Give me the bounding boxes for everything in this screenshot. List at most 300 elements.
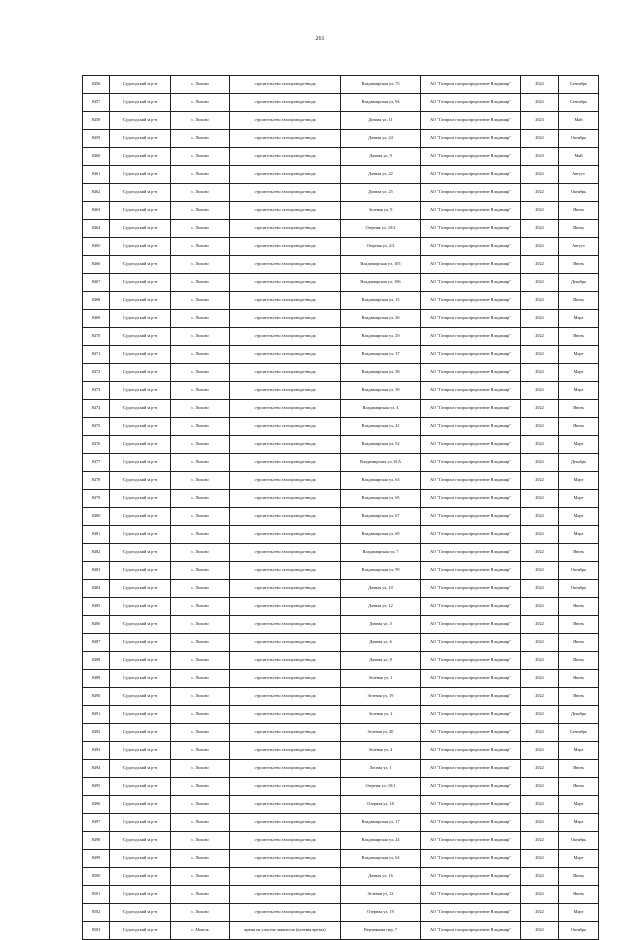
year-cell: 2022 <box>521 238 559 256</box>
locality-cell: с. Лихово <box>171 382 230 400</box>
month-cell: Октябрь <box>559 130 599 148</box>
district-cell: Судогодский м.р-н <box>110 580 171 598</box>
locality-cell: с. Лихово <box>171 418 230 436</box>
district-cell: Судогодский м.р-н <box>110 526 171 544</box>
district-cell: Судогодский м.р-н <box>110 886 171 904</box>
address-cell: Владимирская ул, 64 <box>341 850 421 868</box>
organization-cell: АО "Газпром газораспределение Владимир" <box>421 256 521 274</box>
row-number-cell: 8503 <box>83 922 110 940</box>
address-cell: Владимирская ул, 75 <box>341 76 421 94</box>
work-type-cell: строительство газопровода-ввода <box>230 814 341 832</box>
year-cell: 2023 <box>521 112 559 130</box>
table-row <box>83 238 599 256</box>
month-cell: Декабрь <box>559 706 599 724</box>
month-cell: Май <box>559 148 599 166</box>
table-row <box>83 580 599 598</box>
month-cell: Август <box>559 238 599 256</box>
row-number-cell: 8471 <box>83 346 110 364</box>
district-cell: Судогодский м.р-н <box>110 904 171 922</box>
locality-cell: с. Лихово <box>171 814 230 832</box>
address-cell: Владимирская ул, 94 <box>341 94 421 112</box>
organization-cell: АО "Газпром газораспределение Владимир" <box>421 184 521 202</box>
organization-cell: АО "Газпром газораспределение Владимир" <box>421 436 521 454</box>
table-row <box>83 724 599 742</box>
work-type-cell: строительство газопровода-ввода <box>230 832 341 850</box>
work-type-cell: строительство газопровода-ввода <box>230 400 341 418</box>
district-cell: Судогодский м.р-н <box>110 562 171 580</box>
district-cell: Судогодский м.р-н <box>110 346 171 364</box>
district-cell: Судогодский м.р-н <box>110 616 171 634</box>
year-cell: 2022 <box>521 346 559 364</box>
organization-cell: АО "Газпром газораспределение Владимир" <box>421 220 521 238</box>
year-cell: 2022 <box>521 886 559 904</box>
locality-cell: с. Лихово <box>171 328 230 346</box>
month-cell: Октябрь <box>559 832 599 850</box>
work-type-cell: время на участие заявителя (нулевая врезка) <box>230 922 341 940</box>
month-cell: Июнь <box>559 598 599 616</box>
locality-cell: с. Лихово <box>171 490 230 508</box>
district-cell: Судогодский м.р-н <box>110 508 171 526</box>
month-cell: Март <box>559 850 599 868</box>
table-row <box>83 184 599 202</box>
month-cell: Июнь <box>559 616 599 634</box>
table-row <box>83 94 599 112</box>
organization-cell: АО "Газпром газораспределение Владимир" <box>421 544 521 562</box>
work-type-cell: строительство газопровода-ввода <box>230 688 341 706</box>
month-cell: Июнь <box>559 328 599 346</box>
month-cell: Июнь <box>559 868 599 886</box>
year-cell: 2022 <box>521 292 559 310</box>
month-cell: Сентябрь <box>559 724 599 742</box>
locality-cell: с. Лихово <box>171 850 230 868</box>
month-cell: Март <box>559 526 599 544</box>
table-row <box>83 220 599 238</box>
work-type-cell: строительство газопровода-ввода <box>230 382 341 400</box>
row-number-cell: 8475 <box>83 418 110 436</box>
year-cell: 2022 <box>521 634 559 652</box>
row-number-cell: 8482 <box>83 544 110 562</box>
locality-cell: с. Лихово <box>171 292 230 310</box>
address-cell: Владимирская ул, 26 <box>341 310 421 328</box>
locality-cell: с. Лихово <box>171 904 230 922</box>
work-type-cell: строительство газопровода-ввода <box>230 724 341 742</box>
table-row <box>83 634 599 652</box>
organization-cell: АО "Газпром газораспределение Владимир" <box>421 814 521 832</box>
row-number-cell: 8469 <box>83 310 110 328</box>
address-cell: Владимирская ул, 65 <box>341 490 421 508</box>
row-number-cell: 8457 <box>83 94 110 112</box>
year-cell: 2022 <box>521 724 559 742</box>
table-row <box>83 526 599 544</box>
work-type-cell: строительство газопровода-ввода <box>230 148 341 166</box>
address-cell: Владимирская ул, 61А <box>341 454 421 472</box>
row-number-cell: 8478 <box>83 472 110 490</box>
work-type-cell: строительство газопровода-ввода <box>230 778 341 796</box>
row-number-cell: 8497 <box>83 814 110 832</box>
locality-cell: с. Лихово <box>171 238 230 256</box>
table-row <box>83 76 599 94</box>
table-row <box>83 256 599 274</box>
address-cell: Дачная ул, 9 <box>341 148 421 166</box>
work-type-cell: строительство газопровода-ввода <box>230 670 341 688</box>
district-cell: Судогодский м.р-н <box>110 652 171 670</box>
locality-cell: с. Лихово <box>171 526 230 544</box>
row-number-cell: 8464 <box>83 220 110 238</box>
month-cell: Август <box>559 166 599 184</box>
row-number-cell: 8492 <box>83 724 110 742</box>
row-number-cell: 8474 <box>83 400 110 418</box>
organization-cell: АО "Газпром газораспределение Владимир" <box>421 742 521 760</box>
organization-cell: АО "Газпром газораспределение Владимир" <box>421 922 521 940</box>
year-cell: 2022 <box>521 814 559 832</box>
year-cell: 2022 <box>521 184 559 202</box>
organization-cell: АО "Газпром газораспределение Владимир" <box>421 130 521 148</box>
work-type-cell: строительство газопровода-ввода <box>230 544 341 562</box>
work-type-cell: строительство газопровода-ввода <box>230 346 341 364</box>
organization-cell: АО "Газпром газораспределение Владимир" <box>421 634 521 652</box>
table-row <box>83 310 599 328</box>
table-row <box>83 382 599 400</box>
organization-cell: АО "Газпром газораспределение Владимир" <box>421 526 521 544</box>
district-cell: Судогодский м.р-н <box>110 778 171 796</box>
work-type-cell: строительство газопровода-ввода <box>230 130 341 148</box>
year-cell: 2022 <box>521 418 559 436</box>
month-cell: Июнь <box>559 292 599 310</box>
row-number-cell: 8500 <box>83 868 110 886</box>
locality-cell: с. Лихово <box>171 76 230 94</box>
locality-cell: с. Лихово <box>171 148 230 166</box>
address-cell: Дачная ул, 3 <box>341 616 421 634</box>
year-cell: 2022 <box>521 904 559 922</box>
district-cell: Судогодский м.р-н <box>110 166 171 184</box>
month-cell: Март <box>559 904 599 922</box>
row-number-cell: 8468 <box>83 292 110 310</box>
organization-cell: АО "Газпром газораспределение Владимир" <box>421 850 521 868</box>
month-cell: Июнь <box>559 256 599 274</box>
address-cell: Верхнякова пер, 7 <box>341 922 421 940</box>
work-type-cell: строительство газопровода-ввода <box>230 760 341 778</box>
address-cell: Владимирская ул, 63 <box>341 472 421 490</box>
locality-cell: с. Лихово <box>171 616 230 634</box>
row-number-cell: 8459 <box>83 130 110 148</box>
address-cell: Дачная ул, 6 <box>341 634 421 652</box>
work-type-cell: строительство газопровода-ввода <box>230 580 341 598</box>
district-cell: Судогодский м.р-н <box>110 256 171 274</box>
year-cell: 2022 <box>521 598 559 616</box>
district-cell: Судогодский м.р-н <box>110 292 171 310</box>
table-row <box>83 400 599 418</box>
organization-cell: АО "Газпром газораспределение Владимир" <box>421 472 521 490</box>
locality-cell: с. Лихово <box>171 544 230 562</box>
organization-cell: АО "Газпром газораспределение Владимир" <box>421 238 521 256</box>
month-cell: Октябрь <box>559 922 599 940</box>
work-type-cell: строительство газопровода-ввода <box>230 886 341 904</box>
district-cell: Судогодский м.р-н <box>110 364 171 382</box>
table-row <box>83 598 599 616</box>
locality-cell: с. Лихово <box>171 112 230 130</box>
work-type-cell: строительство газопровода-ввода <box>230 364 341 382</box>
organization-cell: АО "Газпром газораспределение Владимир" <box>421 454 521 472</box>
row-number-cell: 8456 <box>83 76 110 94</box>
locality-cell: с. Лихово <box>171 220 230 238</box>
organization-cell: АО "Газпром газораспределение Владимир" <box>421 706 521 724</box>
organization-cell: АО "Газпром газораспределение Владимир" <box>421 652 521 670</box>
address-cell: Дачная ул, 8 <box>341 652 421 670</box>
row-number-cell: 8502 <box>83 904 110 922</box>
district-cell: Судогодский м.р-н <box>110 148 171 166</box>
year-cell: 2022 <box>521 490 559 508</box>
work-type-cell: строительство газопровода-ввода <box>230 868 341 886</box>
address-cell: Зеленая ул, 12 <box>341 886 421 904</box>
month-cell: Март <box>559 364 599 382</box>
year-cell: 2022 <box>521 76 559 94</box>
page-number: 261 <box>315 36 325 42</box>
table-row <box>83 274 599 292</box>
month-cell: Октябрь <box>559 562 599 580</box>
month-cell: Май <box>559 112 599 130</box>
organization-cell: АО "Газпром газораспределение Владимир" <box>421 580 521 598</box>
organization-cell: АО "Газпром газораспределение Владимир" <box>421 508 521 526</box>
organization-cell: АО "Газпром газораспределение Владимир" <box>421 202 521 220</box>
year-cell: 2022 <box>521 922 559 940</box>
work-type-cell: строительство газопровода-ввода <box>230 454 341 472</box>
row-number-cell: 8477 <box>83 454 110 472</box>
table-row <box>83 922 599 940</box>
district-cell: Судогодский м.р-н <box>110 310 171 328</box>
address-cell: Озерная ул, 19 <box>341 904 421 922</box>
month-cell: Июнь <box>559 400 599 418</box>
district-cell: Судогодский м.р-н <box>110 796 171 814</box>
row-number-cell: 8466 <box>83 256 110 274</box>
work-type-cell: строительство газопровода-ввода <box>230 112 341 130</box>
row-number-cell: 8501 <box>83 886 110 904</box>
locality-cell: с. Лихово <box>171 652 230 670</box>
district-cell: Судогодский м.р-н <box>110 418 171 436</box>
district-cell: Судогодский м.р-н <box>110 472 171 490</box>
table-row <box>83 166 599 184</box>
gas-connection-schedule-table <box>82 75 599 940</box>
month-cell: Декабрь <box>559 454 599 472</box>
district-cell: Судогодский м.р-н <box>110 706 171 724</box>
district-cell: Судогодский м.р-н <box>110 490 171 508</box>
locality-cell: с. Лихово <box>171 364 230 382</box>
month-cell: Июнь <box>559 220 599 238</box>
year-cell: 2022 <box>521 130 559 148</box>
locality-cell: с. Лихово <box>171 724 230 742</box>
year-cell: 2022 <box>521 166 559 184</box>
month-cell: Июнь <box>559 652 599 670</box>
address-cell: Владимирская ул, 7 <box>341 544 421 562</box>
organization-cell: АО "Газпром газораспределение Владимир" <box>421 112 521 130</box>
year-cell: 2022 <box>521 364 559 382</box>
locality-cell: с. Лихово <box>171 184 230 202</box>
month-cell: Июнь <box>559 418 599 436</box>
work-type-cell: строительство газопровода-ввода <box>230 472 341 490</box>
district-cell: Судогодский м.р-н <box>110 94 171 112</box>
organization-cell: АО "Газпром газораспределение Владимир" <box>421 904 521 922</box>
locality-cell: с. Лихово <box>171 670 230 688</box>
work-type-cell: строительство газопровода-ввода <box>230 508 341 526</box>
year-cell: 2022 <box>521 310 559 328</box>
year-cell: 2022 <box>521 544 559 562</box>
organization-cell: АО "Газпром газораспределение Владимир" <box>421 328 521 346</box>
row-number-cell: 8481 <box>83 526 110 544</box>
work-type-cell: строительство газопровода-ввода <box>230 220 341 238</box>
district-cell: Судогодский м.р-н <box>110 274 171 292</box>
row-number-cell: 8467 <box>83 274 110 292</box>
table-row <box>83 508 599 526</box>
row-number-cell: 8460 <box>83 148 110 166</box>
year-cell: 2022 <box>521 274 559 292</box>
locality-cell: с. Лихово <box>171 454 230 472</box>
table-row <box>83 814 599 832</box>
district-cell: Судогодский м.р-н <box>110 238 171 256</box>
work-type-cell: строительство газопровода-ввода <box>230 706 341 724</box>
row-number-cell: 8476 <box>83 436 110 454</box>
row-number-cell: 8485 <box>83 598 110 616</box>
table-row <box>83 346 599 364</box>
organization-cell: АО "Газпром газораспределение Владимир" <box>421 94 521 112</box>
row-number-cell: 8473 <box>83 382 110 400</box>
locality-cell: с. Лихово <box>171 742 230 760</box>
address-cell: Лесная ул, 1 <box>341 760 421 778</box>
district-cell: Судогодский м.р-н <box>110 868 171 886</box>
table-row <box>83 760 599 778</box>
organization-cell: АО "Газпром газораспределение Владимир" <box>421 382 521 400</box>
month-cell: Март <box>559 472 599 490</box>
table-row <box>83 328 599 346</box>
organization-cell: АО "Газпром газораспределение Владимир" <box>421 760 521 778</box>
locality-cell: с. Лихово <box>171 472 230 490</box>
address-cell: Владимирская ул, 52 <box>341 436 421 454</box>
locality-cell: с. Лихово <box>171 688 230 706</box>
year-cell: 2022 <box>521 400 559 418</box>
year-cell: 2022 <box>521 616 559 634</box>
month-cell: Июнь <box>559 544 599 562</box>
table-row <box>83 850 599 868</box>
address-cell: Зеленая ул, 1 <box>341 670 421 688</box>
month-cell: Март <box>559 796 599 814</box>
row-number-cell: 8490 <box>83 688 110 706</box>
year-cell: 2022 <box>521 220 559 238</box>
table-row <box>83 148 599 166</box>
work-type-cell: строительство газопровода-ввода <box>230 238 341 256</box>
address-cell: Владимирская ул, 29 <box>341 328 421 346</box>
table-row <box>83 436 599 454</box>
district-cell: Судогодский м.р-н <box>110 634 171 652</box>
row-number-cell: 8486 <box>83 616 110 634</box>
address-cell: Владимирская ул, 99 <box>341 562 421 580</box>
address-cell: Владимирская ул, 67 <box>341 508 421 526</box>
table-row <box>83 130 599 148</box>
row-number-cell: 8470 <box>83 328 110 346</box>
row-number-cell: 8496 <box>83 796 110 814</box>
organization-cell: АО "Газпром газораспределение Владимир" <box>421 688 521 706</box>
organization-cell: АО "Газпром газораспределение Владимир" <box>421 346 521 364</box>
organization-cell: АО "Газпром газораспределение Владимир" <box>421 76 521 94</box>
table-row <box>83 472 599 490</box>
year-cell: 2022 <box>521 562 559 580</box>
month-cell: Июнь <box>559 202 599 220</box>
locality-cell: с. Лихово <box>171 562 230 580</box>
row-number-cell: 8489 <box>83 670 110 688</box>
organization-cell: АО "Газпром газораспределение Владимир" <box>421 274 521 292</box>
year-cell: 2023 <box>521 148 559 166</box>
month-cell: Июнь <box>559 634 599 652</box>
row-number-cell: 8461 <box>83 166 110 184</box>
year-cell: 2022 <box>521 796 559 814</box>
table-body <box>83 76 599 940</box>
work-type-cell: строительство газопровода-ввода <box>230 202 341 220</box>
district-cell: Судогодский м.р-н <box>110 670 171 688</box>
district-cell: Судогодский м.р-н <box>110 760 171 778</box>
table-row <box>83 364 599 382</box>
year-cell: 2022 <box>521 382 559 400</box>
work-type-cell: строительство газопровода-ввода <box>230 634 341 652</box>
row-number-cell: 8480 <box>83 508 110 526</box>
month-cell: Сентябрь <box>559 76 599 94</box>
year-cell: 2022 <box>521 652 559 670</box>
year-cell: 2022 <box>521 850 559 868</box>
address-cell: Озерная ул, 10/2 <box>341 220 421 238</box>
locality-cell: с. Лихово <box>171 886 230 904</box>
work-type-cell: строительство газопровода-ввода <box>230 904 341 922</box>
district-cell: Судогодский м.р-н <box>110 832 171 850</box>
address-cell: Озерная ул, 18 <box>341 796 421 814</box>
month-cell: Март <box>559 814 599 832</box>
locality-cell: с. Лихово <box>171 796 230 814</box>
locality-cell: с. Лихово <box>171 706 230 724</box>
work-type-cell: строительство газопровода-ввода <box>230 850 341 868</box>
row-number-cell: 8484 <box>83 580 110 598</box>
year-cell: 2022 <box>521 760 559 778</box>
address-cell: Владимирская ул, 38 <box>341 364 421 382</box>
month-cell: Июнь <box>559 886 599 904</box>
district-cell: Судогодский м.р-н <box>110 742 171 760</box>
month-cell: Март <box>559 436 599 454</box>
row-number-cell: 8487 <box>83 634 110 652</box>
work-type-cell: строительство газопровода-ввода <box>230 310 341 328</box>
work-type-cell: строительство газопровода-ввода <box>230 418 341 436</box>
year-cell: 2022 <box>521 94 559 112</box>
year-cell: 2022 <box>521 472 559 490</box>
work-type-cell: строительство газопровода-ввода <box>230 328 341 346</box>
organization-cell: АО "Газпром газораспределение Владимир" <box>421 490 521 508</box>
table-row <box>83 418 599 436</box>
year-cell: 2022 <box>521 778 559 796</box>
year-cell: 2022 <box>521 580 559 598</box>
organization-cell: АО "Газпром газораспределение Владимир" <box>421 832 521 850</box>
table-row <box>83 490 599 508</box>
work-type-cell: строительство газопровода-ввода <box>230 166 341 184</box>
address-cell: Зеленая ул, 9 <box>341 202 421 220</box>
year-cell: 2022 <box>521 526 559 544</box>
month-cell: Март <box>559 508 599 526</box>
organization-cell: АО "Газпром газораспределение Владимир" <box>421 310 521 328</box>
address-cell: Владимирская ул, 69 <box>341 526 421 544</box>
row-number-cell: 8465 <box>83 238 110 256</box>
work-type-cell: строительство газопровода-ввода <box>230 184 341 202</box>
district-cell: Судогодский м.р-н <box>110 598 171 616</box>
locality-cell: с. Лихово <box>171 634 230 652</box>
address-cell: Владимирская ул, 4 <box>341 400 421 418</box>
district-cell: Судогодский м.р-н <box>110 436 171 454</box>
table-row <box>83 544 599 562</box>
locality-cell: с. Лихово <box>171 598 230 616</box>
organization-cell: АО "Газпром газораспределение Владимир" <box>421 724 521 742</box>
address-cell: Дачная ул, 25 <box>341 184 421 202</box>
work-type-cell: строительство газопровода-ввода <box>230 292 341 310</box>
